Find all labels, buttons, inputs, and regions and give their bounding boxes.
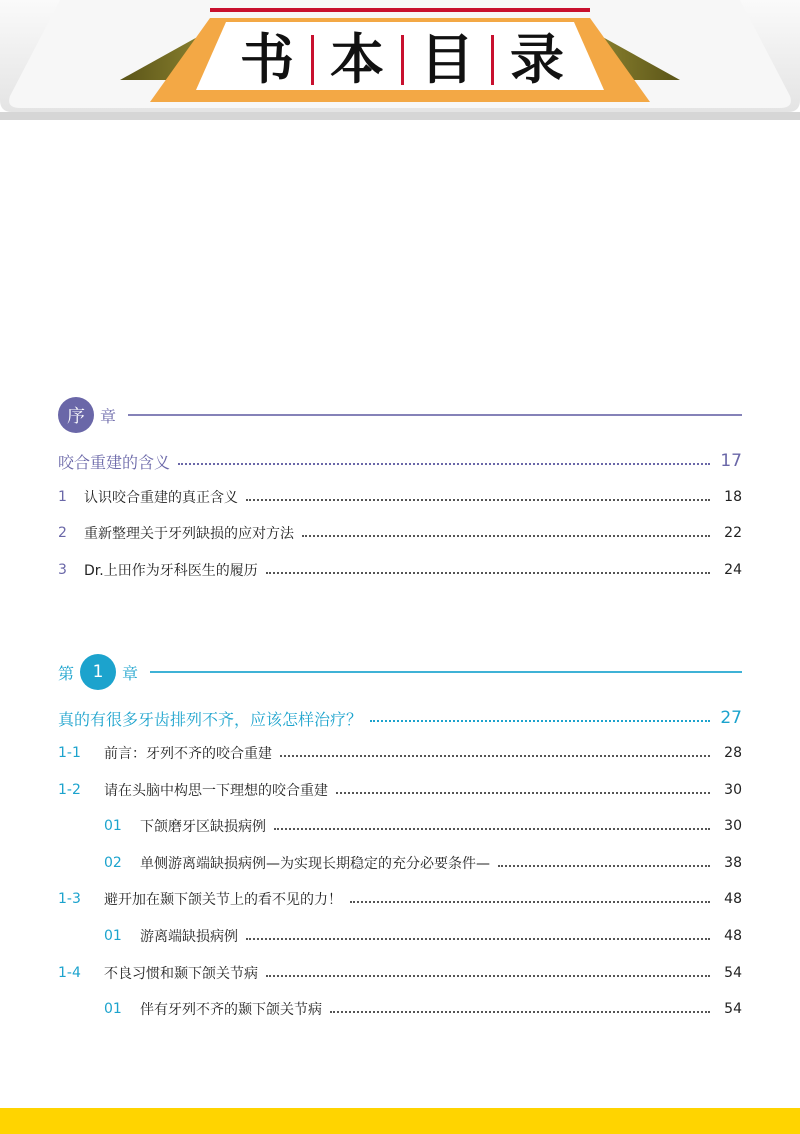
toc-page-number: 22 [724,525,742,541]
toc-entry[interactable] [58,741,742,765]
toc-entry-title: Dr.上田作为牙科医生的履历 [84,563,258,579]
dot-leader [498,865,710,867]
toc-page-number: 18 [724,489,742,505]
toc-page-number: 48 [724,928,742,944]
toc-entry-number: 01 [104,928,122,944]
title-separator [311,35,314,85]
toc-entry-number: 2 [58,525,67,541]
toc-entry-title: 认识咬合重建的真正含义 [84,490,238,506]
title-char: 书 [240,28,294,91]
dot-leader [302,535,710,537]
chapter-prefix: 第 [58,663,75,683]
toc-entry-title: 下颌磨牙区缺损病例 [140,819,266,835]
toc-main-entry[interactable] [58,449,742,473]
title-separator [491,35,494,85]
toc-entry-number: 02 [104,855,122,871]
toc-page-number: 28 [724,745,742,761]
toc-page-number: 30 [724,782,742,798]
dot-leader [246,499,710,501]
toc-entry[interactable] [58,887,742,911]
toc-entry[interactable] [58,778,742,802]
toc-entry-title: 真的有很多牙齿排列不齐，应该怎样治疗？ [58,709,363,729]
footer-bar [0,1108,800,1134]
toc-entry[interactable] [58,521,742,545]
chapter-header-1 [58,652,742,692]
dot-leader [280,755,710,757]
toc-entry-number: 1-2 [58,782,81,798]
toc-page-number: 24 [724,562,742,578]
toc-entry-title: 避开加在颞下颌关节上的看不见的力！ [104,892,342,908]
toc-entry-title: 不良习惯和颞下颌关节病 [104,966,258,982]
chapter-suffix: 章 [100,406,117,426]
chapter-badge: 1 [80,654,116,690]
dot-leader [336,792,710,794]
dot-leader [274,828,710,830]
toc-entry-title: 前言：牙列不齐的咬合重建 [104,746,272,762]
toc-page-number: 54 [724,965,742,981]
chapter-header-preface [58,395,742,435]
title-char: 本 [330,28,384,91]
toc-subentry[interactable] [58,997,742,1021]
toc-entry[interactable] [58,558,742,582]
chapter-rule [128,414,742,416]
header-banner [0,0,800,130]
toc-entry-title: 游离端缺损病例 [140,929,238,945]
chapter-badge: 序 [58,397,94,433]
toc-entry-number: 3 [58,562,67,578]
toc-page-number: 38 [724,855,742,871]
dot-leader [266,975,710,977]
toc-entry-title: 请在头脑中构思一下理想的咬合重建 [104,783,328,799]
toc-page-number: 17 [720,451,742,471]
toc-entry-title: 单侧游离端缺损病例—为实现长期稳定的充分必要条件— [140,856,490,872]
dot-leader [330,1011,710,1013]
toc-entry-number: 01 [104,818,122,834]
toc-subentry[interactable] [58,851,742,875]
toc-entry[interactable] [58,961,742,985]
toc-page-number: 48 [724,891,742,907]
toc-entry-number: 1 [58,489,67,505]
toc-subentry[interactable] [58,814,742,838]
toc-entry-title: 咬合重建的含义 [58,452,171,472]
toc-page-number: 30 [724,818,742,834]
chapter-rule [150,671,742,673]
toc-entry-number: 1-4 [58,965,81,981]
toc-entry-title: 伴有牙列不齐的颞下颌关节病 [140,1002,322,1018]
dot-leader [178,463,710,465]
page-title [232,24,572,96]
dot-leader [370,720,710,722]
toc-page-number: 27 [720,708,742,728]
toc-entry-title: 重新整理关于牙列缺损的应对方法 [84,526,294,542]
title-separator [401,35,404,85]
toc-page-number: 54 [724,1001,742,1017]
toc-entry-number: 1-1 [58,745,81,761]
toc-entry[interactable] [58,485,742,509]
toc-main-entry[interactable] [58,706,742,730]
dot-leader [246,938,710,940]
title-char: 目 [420,28,474,91]
dot-leader [266,572,710,574]
dot-leader [350,901,710,903]
toc-subentry[interactable] [58,924,742,948]
title-char: 录 [510,28,564,91]
chapter-suffix: 章 [122,663,139,683]
toc-entry-number: 1-3 [58,891,81,907]
toc-entry-number: 01 [104,1001,122,1017]
